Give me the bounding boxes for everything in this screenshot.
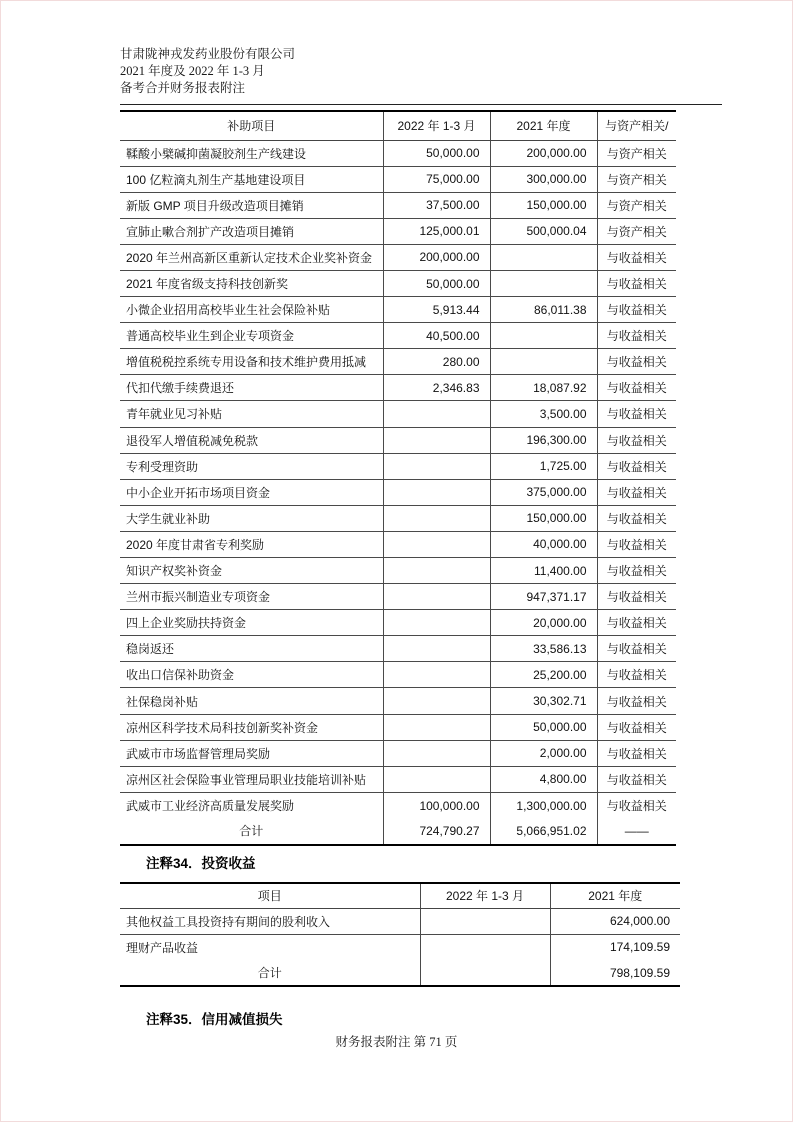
col-header-2021: 2021 年度 [550, 883, 680, 908]
col-header-item: 项目 [120, 883, 420, 908]
amount-2022 [383, 584, 490, 610]
amount-2022 [383, 401, 490, 427]
amount-2022 [383, 531, 490, 557]
company-name: 甘肃陇神戎发药业股份有限公司 [120, 47, 296, 61]
amount-2021: 50,000.00 [490, 714, 597, 740]
amount-2021 [490, 349, 597, 375]
subsidy-table-row [120, 662, 676, 688]
relation-type: 与收益相关 [597, 531, 676, 557]
subsidy-table-header-row [120, 111, 676, 140]
amount-2021: 4,800.00 [490, 766, 597, 792]
amount-2021: 86,011.38 [490, 297, 597, 323]
subsidy-item-name: 小微企业招用高校毕业生社会保险补贴 [120, 297, 383, 323]
amount-2022 [420, 908, 550, 934]
amount-2022: 100,000.00 [383, 792, 490, 818]
subsidy-item-name: 凉州区社会保险事业管理局职业技能培训补贴 [120, 766, 383, 792]
total-2021: 798,109.59 [550, 960, 680, 986]
relation-type: 与收益相关 [597, 479, 676, 505]
amount-2021 [490, 270, 597, 296]
amount-2022 [383, 505, 490, 531]
col-header-relation: 与资产相关/ [597, 111, 676, 140]
subsidy-table-row [120, 270, 676, 296]
amount-2022: 280.00 [383, 349, 490, 375]
relation-type: 与资产相关 [597, 140, 676, 166]
amount-2021: 1,725.00 [490, 453, 597, 479]
subsidy-item-name: 代扣代缴手续费退还 [120, 375, 383, 401]
total-2022 [420, 960, 550, 986]
relation-type: 与资产相关 [597, 192, 676, 218]
total-2022: 724,790.27 [383, 818, 490, 844]
amount-2022: 37,500.00 [383, 192, 490, 218]
amount-2022 [383, 610, 490, 636]
report-period: 2021 年度及 2022 年 1-3 月 [120, 64, 265, 78]
relation-type: 与收益相关 [597, 323, 676, 349]
subsidy-table-row [120, 218, 676, 244]
subsidy-table-row [120, 453, 676, 479]
investment-table-row [120, 934, 680, 960]
amount-2021: 200,000.00 [490, 140, 597, 166]
income-item-name: 其他权益工具投资持有期间的股利收入 [120, 908, 420, 934]
subsidy-item-name: 大学生就业补助 [120, 505, 383, 531]
amount-2021: 30,302.71 [490, 688, 597, 714]
subsidy-table-row [120, 349, 676, 375]
investment-table-header-row [120, 883, 680, 908]
subsidy-item-name: 凉州区科学技术局科技创新奖补资金 [120, 714, 383, 740]
subsidy-table-row [120, 584, 676, 610]
subsidy-item-name: 100 亿粒滴丸剂生产基地建设项目 [120, 166, 383, 192]
amount-2021: 174,109.59 [550, 934, 680, 960]
subsidy-table-row [120, 297, 676, 323]
relation-type: 与收益相关 [597, 349, 676, 375]
subsidy-item-name: 武威市工业经济高质量发展奖励 [126, 799, 295, 814]
subsidy-item-name: 2021 年度省级支持科技创新奖 [120, 270, 383, 296]
subsidy-table-row [120, 792, 676, 818]
subsidy-item-name: 新版 GMP 项目升级改造项目摊销 [120, 192, 383, 218]
subsidy-item-name: 2020 年兰州高新区重新认定技术企业奖补资金 [120, 244, 383, 270]
subsidy-item-name: 增值税税控系统专用设备和技术维护费用抵减 [120, 349, 383, 375]
amount-2021: 18,087.92 [490, 375, 597, 401]
subsidy-table-row [120, 401, 676, 427]
amount-2022: 75,000.00 [383, 166, 490, 192]
amount-2021 [490, 244, 597, 270]
total-label: 合计 [239, 824, 264, 839]
subsidy-item-name: 普通高校毕业生到企业专项资金 [120, 323, 383, 349]
col-header-2022: 2022 年 1-3 月 [383, 111, 490, 140]
relation-type: 与收益相关 [597, 375, 676, 401]
relation-type: 与收益相关 [597, 401, 676, 427]
subsidy-table-total-row [120, 818, 676, 844]
relation-type: 与收益相关 [597, 766, 676, 792]
income-item-name: 理财产品收益 [126, 940, 199, 955]
subsidy-table-row [120, 166, 676, 192]
subsidy-item-name: 退役军人增值税减免税款 [120, 427, 383, 453]
amount-2022 [383, 427, 490, 453]
relation-type: 与收益相关 [597, 636, 676, 662]
amount-2021: 20,000.00 [490, 610, 597, 636]
subsidy-table-row [120, 766, 676, 792]
subsidy-table-row [120, 427, 676, 453]
subsidy-item-name: 收出口信保补助资金 [120, 662, 383, 688]
amount-2022: 2,346.83 [383, 375, 490, 401]
total-label: 合计 [257, 966, 282, 981]
investment-table-row [120, 908, 680, 934]
subsidy-item-name: 青年就业见习补贴 [120, 401, 383, 427]
subsidy-table-row [120, 244, 676, 270]
relation-type: 与收益相关 [597, 270, 676, 296]
subsidy-table-row [120, 688, 676, 714]
relation-type: 与收益相关 [597, 792, 676, 818]
note35-heading: 注释35．信用减值损失 [146, 1012, 283, 1027]
relation-type: 与收益相关 [597, 688, 676, 714]
subsidy-item-name: 社保稳岗补贴 [120, 688, 383, 714]
col-header-subsidy-item: 补助项目 [120, 111, 383, 140]
subsidy-table-row [120, 558, 676, 584]
subsidy-table-row [120, 636, 676, 662]
relation-type: 与收益相关 [597, 558, 676, 584]
relation-type: 与收益相关 [597, 297, 676, 323]
subsidy-item-name: 武威市市场监督管理局奖励 [120, 740, 383, 766]
header-divider [120, 104, 722, 105]
subsidy-item-name: 中小企业开拓市场项目资金 [120, 479, 383, 505]
relation-type: 与收益相关 [597, 662, 676, 688]
amount-2022 [383, 636, 490, 662]
amount-2021: 150,000.00 [490, 192, 597, 218]
subsidy-table-row [120, 714, 676, 740]
subsidy-item-name: 知识产权奖补资金 [120, 558, 383, 584]
amount-2021: 40,000.00 [490, 531, 597, 557]
subsidy-item-name: 专利受理资助 [120, 453, 383, 479]
subsidy-table-row [120, 192, 676, 218]
amount-2021: 3,500.00 [490, 401, 597, 427]
amount-2022: 50,000.00 [383, 140, 490, 166]
amount-2021: 150,000.00 [490, 505, 597, 531]
relation-type: 与收益相关 [597, 610, 676, 636]
investment-income-table-container [120, 882, 680, 987]
amount-2021: 1,300,000.00 [490, 792, 597, 818]
subsidy-item-name: 鞣酸小檗碱抑菌凝胶剂生产线建设 [120, 140, 383, 166]
amount-2022 [383, 558, 490, 584]
amount-2022: 5,913.44 [383, 297, 490, 323]
relation-type: 与收益相关 [597, 453, 676, 479]
relation-type: 与收益相关 [597, 740, 676, 766]
amount-2022 [420, 934, 550, 960]
report-title: 备考合并财务报表附注 [120, 81, 246, 95]
total-2021: 5,066,951.02 [490, 818, 597, 844]
amount-2022: 40,500.00 [383, 323, 490, 349]
amount-2021 [490, 323, 597, 349]
amount-2022 [383, 766, 490, 792]
page-footer: 财务报表附注 第 71 页 [335, 1035, 458, 1049]
amount-2022 [383, 714, 490, 740]
amount-2022: 50,000.00 [383, 270, 490, 296]
relation-type: 与资产相关 [597, 218, 676, 244]
amount-2022 [383, 688, 490, 714]
subsidy-table-row [120, 140, 676, 166]
subsidy-table [120, 110, 676, 846]
amount-2021: 33,586.13 [490, 636, 597, 662]
amount-2022 [383, 740, 490, 766]
subsidy-item-name: 2020 年度甘肃省专利奖励 [120, 531, 383, 557]
relation-type: 与收益相关 [597, 714, 676, 740]
amount-2021: 25,200.00 [490, 662, 597, 688]
relation-type: 与收益相关 [597, 427, 676, 453]
amount-2021: 11,400.00 [490, 558, 597, 584]
subsidy-table-row [120, 375, 676, 401]
col-header-2022: 2022 年 1-3 月 [420, 883, 550, 908]
subsidy-table-row [120, 505, 676, 531]
investment-table-total-row [120, 960, 680, 986]
amount-2021: 300,000.00 [490, 166, 597, 192]
amount-2022: 125,000.01 [383, 218, 490, 244]
subsidy-item-name: 四上企业奖励扶持资金 [120, 610, 383, 636]
relation-type: 与资产相关 [597, 166, 676, 192]
subsidy-table-row [120, 479, 676, 505]
subsidy-table-row [120, 740, 676, 766]
total-relation-dash: —— [597, 818, 676, 844]
subsidy-table-row [120, 323, 676, 349]
relation-type: 与收益相关 [597, 584, 676, 610]
amount-2022: 200,000.00 [383, 244, 490, 270]
col-header-2021: 2021 年度 [490, 111, 597, 140]
amount-2021: 500,000.04 [490, 218, 597, 244]
subsidy-table-row [120, 531, 676, 557]
amount-2021: 375,000.00 [490, 479, 597, 505]
document-header [120, 46, 295, 97]
subsidy-table-row [120, 610, 676, 636]
investment-income-table [120, 882, 680, 987]
amount-2021: 624,000.00 [550, 908, 680, 934]
amount-2022 [383, 479, 490, 505]
relation-type: 与收益相关 [597, 244, 676, 270]
amount-2021: 196,300.00 [490, 427, 597, 453]
subsidy-item-name: 兰州市振兴制造业专项资金 [120, 584, 383, 610]
note34-heading: 注释34．投资收益 [146, 856, 256, 871]
amount-2022 [383, 662, 490, 688]
amount-2021: 947,371.17 [490, 584, 597, 610]
subsidy-item-name: 宣肺止嗽合剂扩产改造项目摊销 [120, 218, 383, 244]
relation-type: 与收益相关 [597, 505, 676, 531]
subsidy-item-name: 稳岗返还 [120, 636, 383, 662]
amount-2021: 2,000.00 [490, 740, 597, 766]
subsidy-table-container [120, 110, 676, 846]
amount-2022 [383, 453, 490, 479]
